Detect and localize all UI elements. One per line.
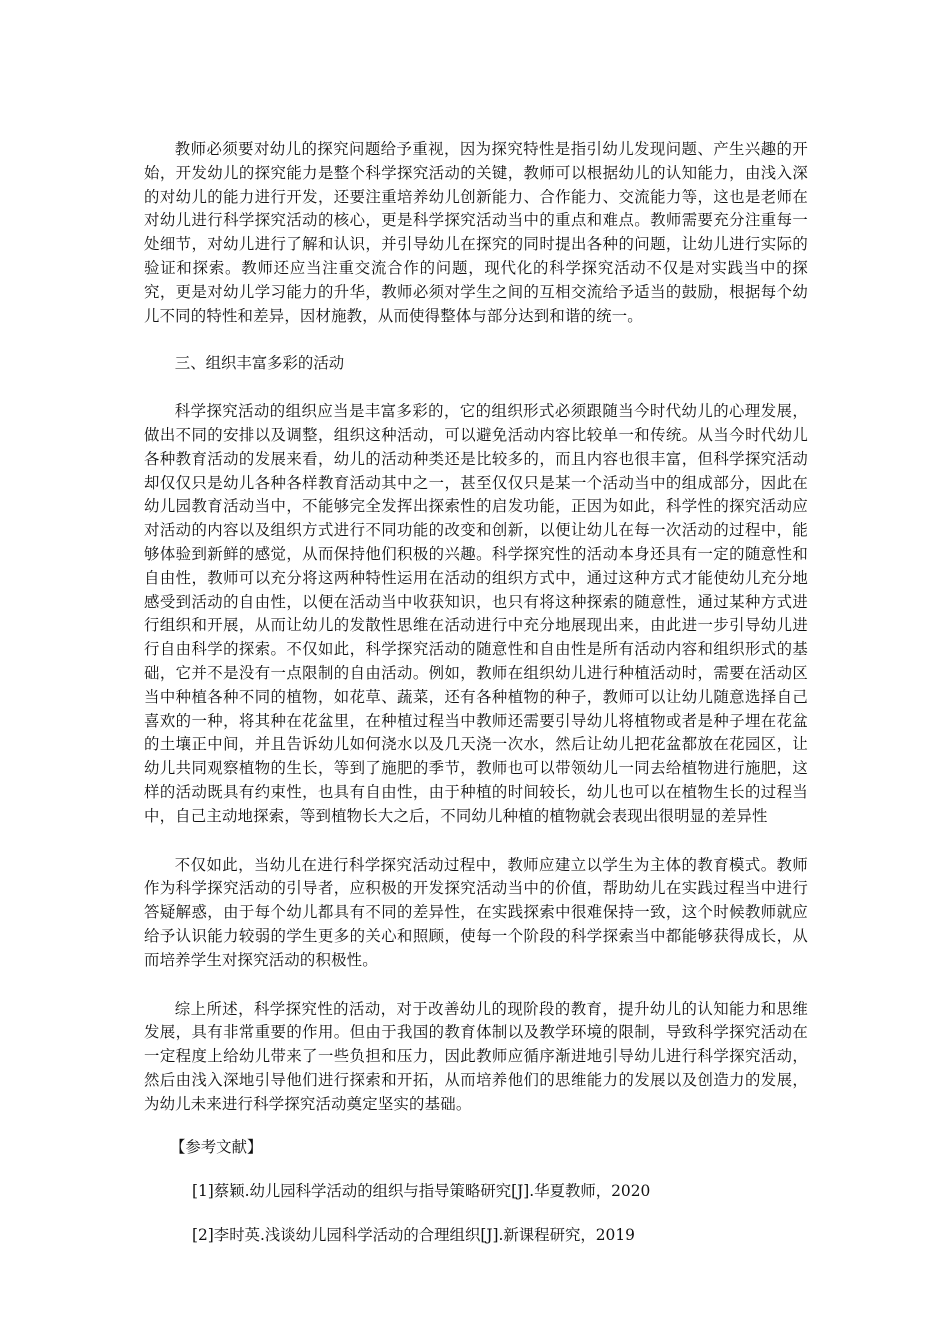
reference-item: [2]李时英.浅谈幼儿园科学活动的合理组织[J].新课程研究，2019 [192,1226,635,1245]
document-page [144,138,808,1248]
paragraph-inquiry-guidance: 教师必须要对幼儿的探究问题给予重视，因为探究特性是指引幼儿发现问题、产生兴趣的开始，开发幼儿的探究能力是整个科学探究活动的关键，教师可以根据幼儿的认知能力，由浅入深的对幼儿的能力进行开发，还要注重培养幼儿创新能力、合作能力、交流能力等，这也是老师在对幼儿进行科学探究活动的核心，更是科学探究活动当中的重点和难点。教师需要充分注重每一处细节，对幼儿进行了解和认识，并引导幼儿在探究的同时提出各种的问题，让幼儿进行实际的验证和探索。教师还应当注重交流合作的问题，现代化的科学探究活动不仅是对实践当中的探究，更是对幼儿学习能力的升华，教师必须对学生之间的互相交流给予适当的鼓励，根据每个幼儿不同的特性和差异，因材施教，从而使得整体与部分达到和谐的统一。 [144,140,808,325]
references-heading: 【参考文献】 [170,1138,263,1157]
reference-item: [1]蔡颖.幼儿园科学活动的组织与指导策略研究[J].华夏教师，2020 [192,1182,651,1201]
paragraph-student-centered: 不仅如此，当幼儿在进行科学探究活动过程中，教师应建立以学生为主体的教育模式。教师作为科学探究活动的引导者，应积极的开发探究活动当中的价值，帮助幼儿在实践过程当中进行答疑解惑，由于每个幼儿都具有不同的差异性，在实践探索中很难保持一致，这个时候教师就应给予认识能力较弱的学生更多的关心和照顾，使每一个阶段的科学探索当中都能够获得成长，从而培养学生对探究活动的积极性。 [144,855,808,969]
paragraph-conclusion: 综上所述，科学探究性的活动，对于改善幼儿的现阶段的教育，提升幼儿的认知能力和思维发展，具有非常重要的作用。但由于我国的教育体制以及教学环境的限制，导致科学探究活动在一定程度上给幼儿带来了一些负担和压力，因此教师应循序渐进地引导幼儿进行科学探究活动，然后由浅入深地引导他们进行探索和开拓，从而培养他们的思维能力的发展以及创造力的发展，为幼儿未来进行科学探究活动奠定坚实的基础。 [144,999,808,1113]
section-heading-3: 三、组织丰富多彩的活动 [174,354,345,373]
paragraph-rich-activities: 科学探究活动的组织应当是丰富多彩的，它的组织形式必须跟随当今时代幼儿的心理发展，做出不同的安排以及调整，组织这种活动，可以避免活动内容比较单一和传统。从当今时代幼儿各种教育活动的发展来看，幼儿的活动种类还是比较多的，而且内容也很丰富，但科学探究活动却仅仅只是幼儿各种各样教育活动其中之一，甚至仅仅只是某一个活动当中的组成部分，因此在幼儿园教育活动当中，不能够完全发挥出探索性的启发功能，正因为如此，科学性的探究活动应对活动的内容以及组织方式进行不同功能的改变和创新，以便让幼儿在每一次活动的过程中，能够体验到新鲜的感觉，从而保持他们积极的兴趣。科学探究性的活动本身还具有一定的随意性和自由性，教师可以充分将这两种特性运用在活动的组织方式中，通过这种方式才能使幼儿充分地感受到活动的自由性，以便在活动当中收获知识，也只有将这种探索的随意性，通过某种方式进行组织和开展，从而让幼儿的发散性思维在活动进行中充分地展现出来，由此进一步引导幼儿进行自由科学的探索。不仅如此，科学探究活动的随意性和自由性是所有活动内容和组织形式的基础，它并不是没有一点限制的自由活动。例如，教师在组织幼儿进行种植活动时，需要在活动区当中种植各种不同的植物，如花草、蔬菜，还有各种植物的种子，教师可以让幼儿随意选择自己喜欢的一种，将其种在花盆里，在种植过程当中教师还需要引导幼儿将植物或者是种子埋在花盆的土壤正中间，并且告诉幼儿如何浇水以及几天浇一次水，然后让幼儿把花盆都放在花园区，让幼儿共同观察植物的生长，等到了施肥的季节，教师也可以带领幼儿一同去给植物进行施肥，这样的活动既具有约束性，也具有自由性，由于种植的时间较长，幼儿也可以在植物生长的过程当中，自己主动地探索，等到植物长大之后，不同幼儿种植的植物就会表现出很明显的差异性 [144,402,808,825]
